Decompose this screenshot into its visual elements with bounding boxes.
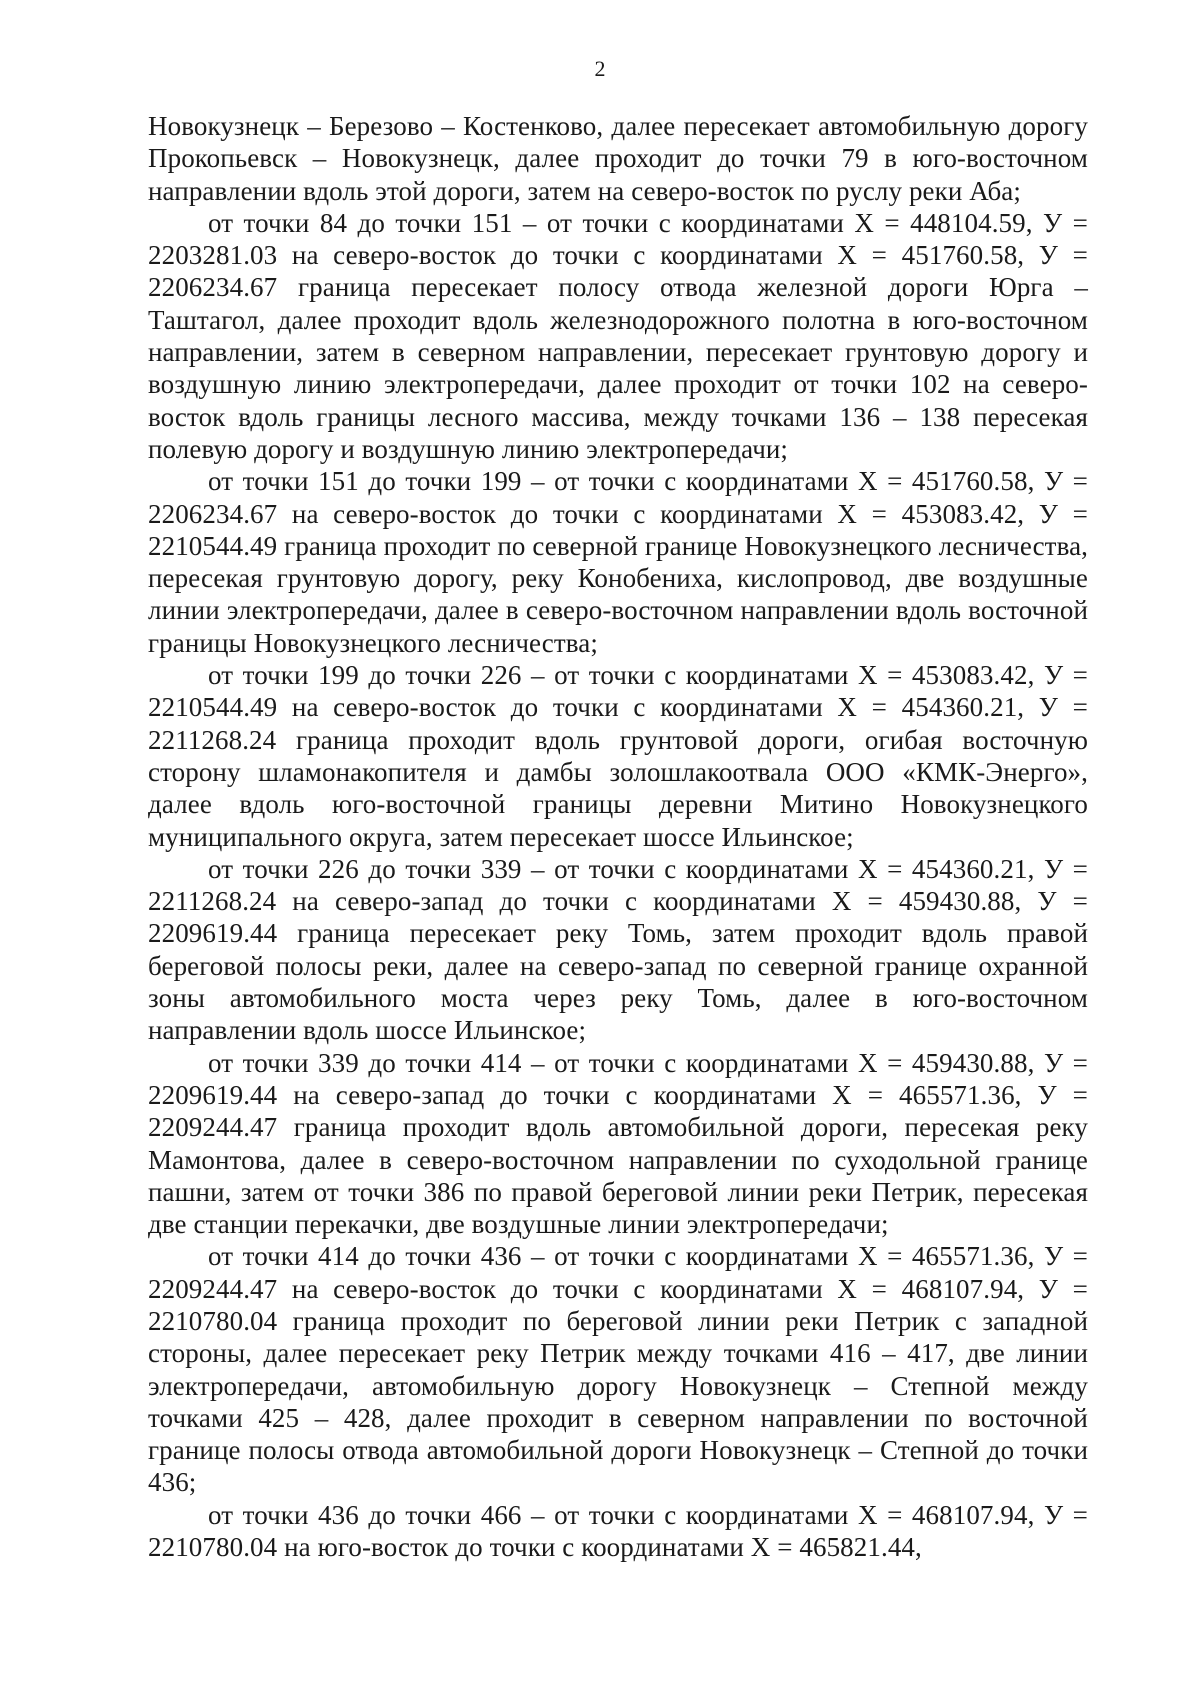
paragraph: от точки 226 до точки 339 – от точки с координатами Х = 454360.21, У = 2211268.24 на северо-запад до точки с координатами Х = 459430.88, У = 2209619.44 граница пересекает реку Томь, затем проходит вдоль правой береговой полосы реки, далее на северо-запад по северной границе охранной зоны автомобильного моста через реку Томь, далее в юго-восточном направлении вдоль шоссе Ильинское; (148, 853, 1088, 1046)
paragraph: от точки 339 до точки 414 – от точки с координатами Х = 459430.88, У = 2209619.44 на северо-запад до точки с координатами Х = 465571.36, У = 2209244.47 граница проходит вдоль автомобильной дороги, пересекая реку Мамонтова, далее в северо-восточном направлении по суходольной границе пашни, затем от точки 386 по правой береговой линии реки Петрик, пересекая две станции перекачки, две воздушные линии электропередачи; (148, 1047, 1088, 1240)
paragraph: от точки 436 до точки 466 – от точки с координатами Х = 468107.94, У = 2210780.04 на юго-восток до точки с координатами Х = 465821.44, (148, 1499, 1088, 1563)
paragraph: от точки 151 до точки 199 – от точки с координатами Х = 451760.58, У = 2206234.67 на северо-восток до точки с координатами Х = 453083.42, У = 2210544.49 граница проходит по северной границе Новокузнецкого лесничества, пересекая грунтовую дорогу, реку Конобениха, кислопровод, две воздушные линии электропередачи, далее в северо-восточном направлении вдоль восточной границы Новокузнецкого лесничества; (148, 466, 1088, 658)
paragraph: Новокузнецк – Березово – Костенково, далее пересекает автомобильную дорогу Прокопьевск – Новокузнецк, далее проходит до точки 79 в юго-восточном направлении вдоль этой дороги, затем на северо-восток по руслу реки Аба; (148, 111, 1088, 206)
page-number: 2 (594, 56, 606, 81)
paragraph: от точки 414 до точки 436 – от точки с координатами Х = 465571.36, У = 2209244.47 на северо-восток до точки с координатами Х = 468107.94, У = 2210780.04 граница проходит по береговой линии реки Петрик с западной стороны, далее пересекает реку Петрик между точками 416 – 417, две линии электропередачи, автомобильную дорогу Новокузнецк – Степной между точками 425 – 428, далее проходит в северном направлении по восточной границе полосы отвода автомобильной дороги Новокузнецк – Степной до точки 436; (148, 1241, 1088, 1498)
document-body (148, 110, 1088, 1563)
paragraph: от точки 84 до точки 151 – от точки с координатами Х = 448104.59, У = 2203281.03 на северо-восток до точки с координатами Х = 451760.58, У = 2206234.67 граница пересекает полосу отвода железной дороги Юрга – Таштагол, далее проходит вдоль железнодорожного полотна в юго-восточном направлении, затем в северном направлении, пересекает грунтовую дорогу и воздушную линию электропередачи, далее проходит от точки 102 на северо-восток вдоль границы лесного массива, между точками 136 – 138 пересекая полевую дорогу и воздушную линию электропередачи; (148, 207, 1088, 464)
paragraph: от точки 199 до точки 226 – от точки с координатами Х = 453083.42, У = 2210544.49 на северо-восток до точки с координатами Х = 454360.21, У = 2211268.24 граница проходит вдоль грунтовой дороги, огибая восточную сторону шламонакопителя и дамбы золошлакоотвала ООО «КМК-Энерго», далее вдоль юго-восточной границы деревни Митино Новокузнецкого муниципального округа, затем пересекает шоссе Ильинское; (148, 660, 1088, 852)
